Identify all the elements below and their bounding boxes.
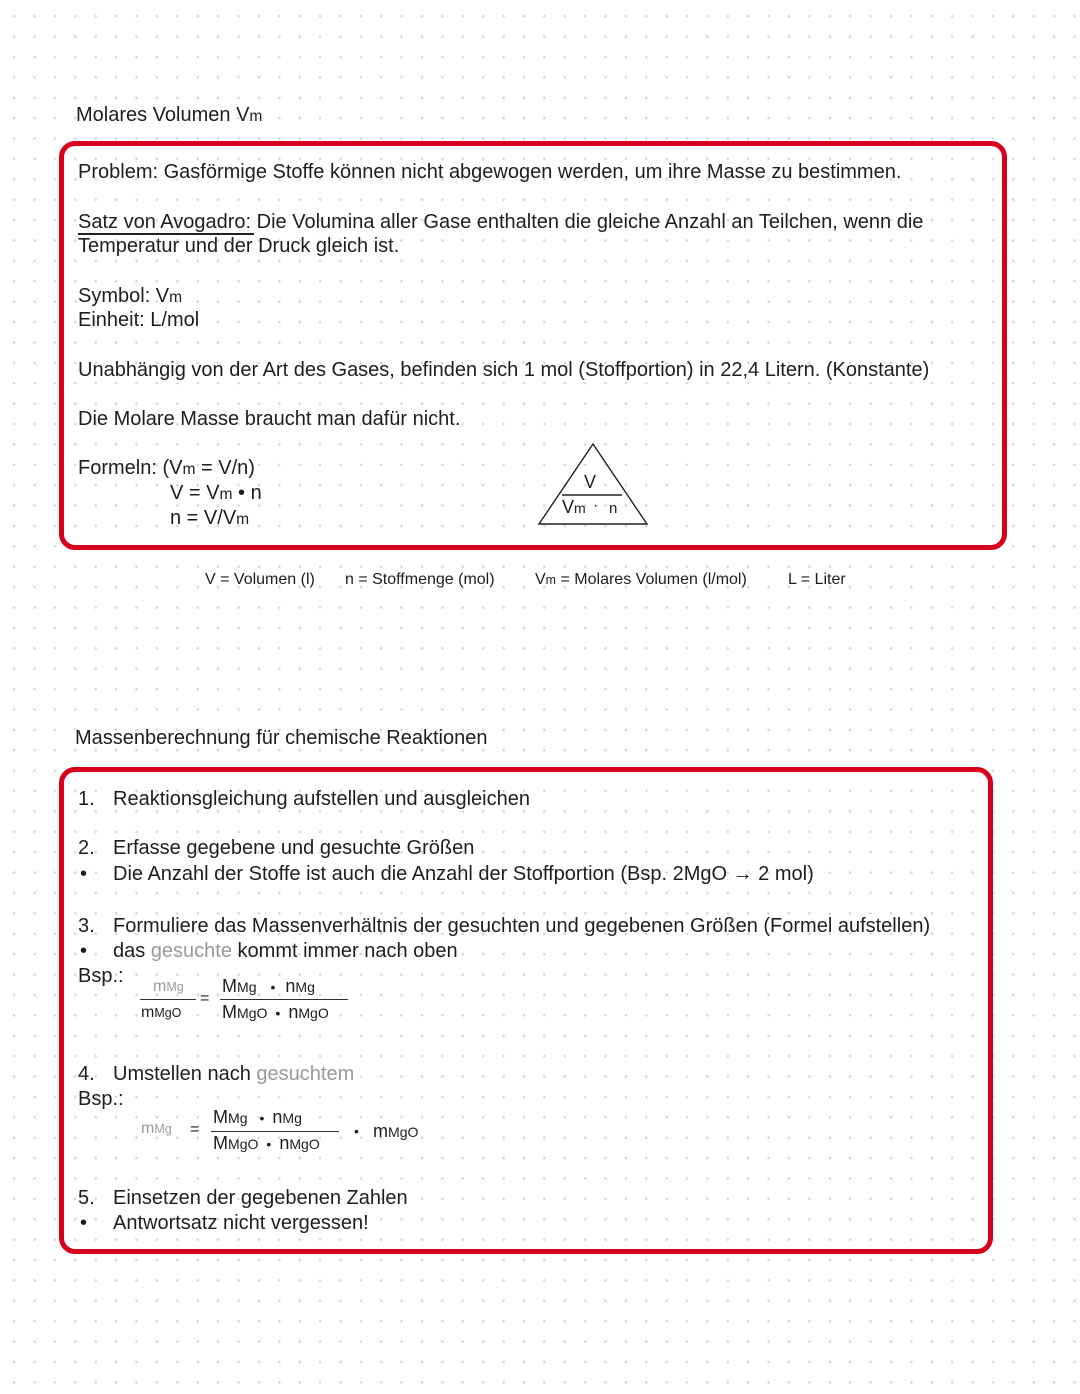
f2-num-n-sub: Mg [282, 1110, 302, 1126]
f1-right-denominator [222, 1002, 329, 1023]
legend-stoffmenge: n = Stoffmenge (mol) [345, 571, 495, 588]
step2-text: Erfasse gegebene und gesuchte Größen [113, 837, 475, 859]
f2-lhs [141, 1120, 172, 1138]
avogadro-line2: Temperatur und der Druck gleich ist. [78, 235, 400, 257]
step2-number: 2. [78, 837, 95, 859]
formula2-subscript: m [219, 486, 233, 503]
f1-num-n-sub: Mg [295, 979, 315, 995]
f1-right-fraction-line [220, 999, 348, 1000]
triangle-left-subscript: m [574, 500, 586, 516]
f2-den-M: M [213, 1133, 228, 1153]
formula1-part-b: = V/n) [195, 457, 255, 479]
f2-tail-sub: MgO [388, 1124, 419, 1140]
formula1-subscript: m [182, 461, 196, 478]
step1-number: 1. [78, 788, 95, 810]
f2-lhs-m: m [141, 1120, 155, 1137]
symbol-subscript: m [169, 289, 183, 306]
molar-mass-note: Die Molare Masse braucht man dafür nicht. [78, 408, 461, 430]
f1-den-n-sub: MgO [298, 1005, 329, 1021]
f1-den-n: n [288, 1002, 299, 1022]
step3-detail [113, 940, 458, 963]
legend-volume: V = Volumen (l) [205, 571, 315, 588]
f2-tail-m: m [373, 1121, 388, 1141]
step3-text: Formuliere das Massenverhältnis der gesuchten und gegebenen Größen (Formel aufstellen) [113, 915, 931, 937]
step2-detail: Die Anzahl der Stoffe ist auch die Anzahl der Stoffportion (Bsp. 2MgO → 2 mol) [113, 863, 814, 885]
f1-den-dot: • [275, 1005, 281, 1021]
formula3-subscript: m [236, 511, 250, 528]
f2-denominator [213, 1133, 320, 1154]
avogadro-rest: : Die Volumina aller Gase enthalten die gleiche Anzahl an Teilchen, wenn die [245, 211, 924, 233]
formula1-part-a: Formeln: (V [78, 457, 183, 479]
triangle-top-v: V [584, 472, 597, 492]
step5-number: 5. [78, 1187, 95, 1209]
f2-num-M-sub: Mg [228, 1110, 248, 1126]
legend-vm-subscript: m [545, 573, 557, 587]
f1-left-numerator [153, 978, 184, 996]
f1-left-denominator [141, 1004, 181, 1022]
legend-vm-text: = Molares Volumen (l/mol) [556, 571, 747, 588]
f2-numerator [213, 1107, 302, 1128]
legend-vm-letter: V [535, 571, 546, 588]
f2-tail [373, 1121, 418, 1142]
section1-title-text: Molares Volumen V [76, 104, 250, 126]
formula2-part-a: V = V [170, 482, 220, 504]
step3-detail-b: kommt immer nach oben [231, 940, 458, 962]
section1-title [76, 104, 262, 127]
step4-text [113, 1063, 354, 1086]
step3-bullet: • [80, 940, 88, 962]
f1-left-den-sub: MgO [154, 1006, 182, 1020]
f2-equals: = [190, 1121, 200, 1138]
f2-times: • [354, 1123, 359, 1139]
f2-num-dot: • [259, 1110, 265, 1126]
f1-num-n: n [285, 976, 296, 996]
step2-bullet: • [80, 863, 88, 885]
step3-detail-a: das [113, 940, 151, 962]
step5-text: Einsetzen der gegebenen Zahlen [113, 1187, 408, 1209]
f1-den-M: M [222, 1002, 237, 1022]
step5-bullet: • [80, 1212, 88, 1234]
triangle-left-vm [562, 497, 586, 518]
step1-text: Reaktionsgleichung aufstellen und ausgleichen [113, 788, 530, 810]
f2-den-n: n [279, 1133, 290, 1153]
step4-text-highlight: gesuchtem [256, 1063, 355, 1085]
step5-detail: Antwortsatz nicht vergessen! [113, 1212, 369, 1234]
step4-text-a: Umstellen nach [113, 1063, 257, 1085]
f1-num-M: M [222, 976, 237, 996]
formula2-part-b: • n [232, 482, 262, 504]
formula-line-1 [78, 457, 255, 480]
unit-line: Einheit: L/mol [78, 309, 200, 331]
symbol-label: Symbol: V [78, 285, 170, 307]
f1-den-M-sub: MgO [237, 1005, 268, 1021]
triangle-right-n: n [609, 500, 618, 517]
f2-num-M: M [213, 1107, 228, 1127]
step3-number: 3. [78, 915, 95, 937]
f1-left-fraction-line [140, 999, 196, 1000]
problem-text: Problem: Gasförmige Stoffe können nicht abgewogen werden, um ihre Masse zu bestimmen. [78, 161, 902, 183]
f1-num-M-sub: Mg [237, 979, 257, 995]
section1-title-subscript: m [249, 108, 263, 125]
f1-left-num-sub: Mg [166, 980, 184, 994]
step3-detail-highlight: gesuchte [150, 940, 232, 962]
symbol-line [78, 285, 182, 308]
f2-den-dot: • [266, 1136, 272, 1152]
f1-left-num-m: m [153, 978, 167, 995]
step3-bsp-label: Bsp.: [78, 965, 124, 987]
f2-lhs-sub: Mg [154, 1122, 172, 1136]
f1-equals: = [200, 990, 210, 1007]
legend-liter: L = Liter [788, 571, 846, 588]
f2-fraction-line [211, 1131, 339, 1132]
formula-line-3 [170, 507, 249, 530]
section2-title: Massenberechnung für chemische Reaktionen [75, 727, 488, 749]
step4-number: 4. [78, 1063, 95, 1085]
avogadro-line1 [78, 211, 923, 234]
f1-num-dot: • [270, 979, 276, 995]
formula3-part-a: n = V/V [170, 507, 237, 529]
formula-line-2 [170, 482, 262, 505]
legend-molar-volume [535, 571, 747, 589]
f2-den-n-sub: MgO [289, 1136, 320, 1152]
f2-num-n: n [272, 1107, 283, 1127]
f1-left-den-m: m [141, 1004, 155, 1021]
f1-right-numerator [222, 976, 315, 997]
constant-text: Unabhängig von der Art des Gases, befinden sich 1 mol (Stoffportion) in 22,4 Litern. (Konstante) [78, 359, 930, 381]
avogadro-term: Satz von Avogadro [78, 211, 246, 233]
triangle-dot: · [593, 497, 599, 514]
f2-den-M-sub: MgO [228, 1136, 259, 1152]
step4-bsp-label: Bsp.: [78, 1088, 124, 1110]
triangle-left-letter: V [562, 497, 575, 517]
